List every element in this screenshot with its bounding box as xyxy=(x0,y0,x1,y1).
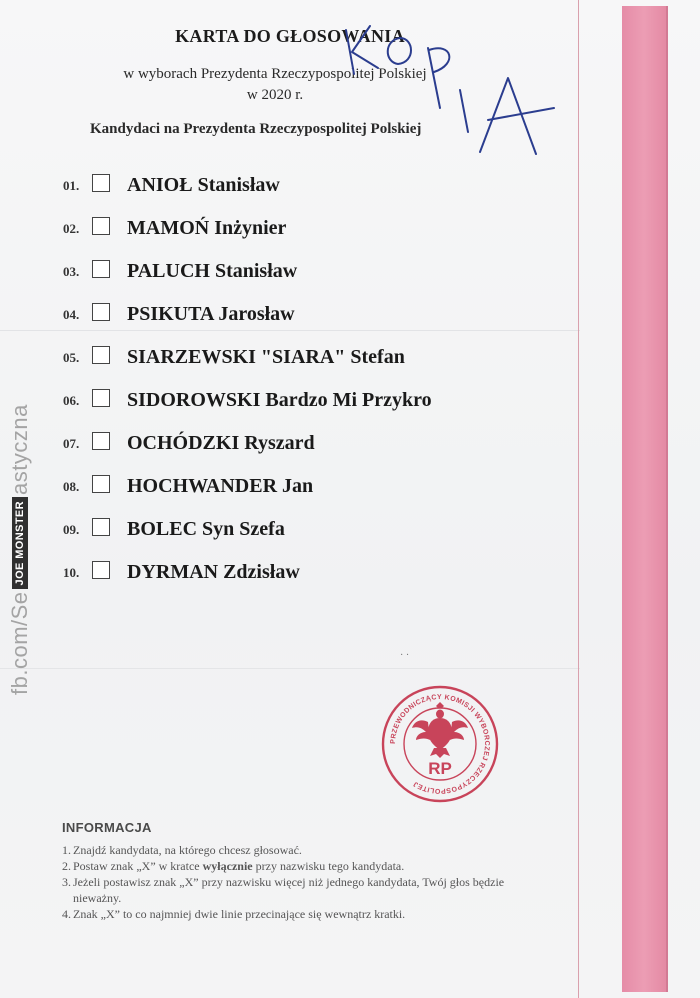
info-item xyxy=(62,874,532,906)
candidate-number: 07. xyxy=(63,435,80,451)
handwritten-kopia-text: KOPIA xyxy=(340,12,344,13)
candidate-given-name: Zdzisław xyxy=(223,561,300,583)
ballot-title: KARTA DO GŁOSOWANIA xyxy=(175,26,405,46)
vote-checkbox[interactable] xyxy=(92,432,110,450)
pink-security-band xyxy=(622,6,666,992)
candidate-given-name: Jan xyxy=(282,475,314,497)
handwritten-kopia-annotation xyxy=(340,12,570,162)
candidate-surname: HOCHWANDER xyxy=(127,475,278,497)
margin-rule xyxy=(578,0,579,998)
vote-checkbox[interactable] xyxy=(92,389,110,407)
info-text-part: przy nazwisku tego kandydata. xyxy=(252,859,405,873)
candidate-row xyxy=(63,207,543,250)
subtitle-line: w 2020 r. xyxy=(246,87,304,103)
candidate-number: 01. xyxy=(63,177,80,193)
candidates-heading: Kandydaci na Prezydenta Rzeczypospolitej Polskiej xyxy=(90,121,422,137)
decorative-dots: · · xyxy=(400,650,410,661)
paper-fold-line xyxy=(0,668,580,669)
candidate-surname: MAMOŃ xyxy=(127,217,210,239)
candidate-list xyxy=(63,164,543,594)
candidate-number: 03. xyxy=(63,263,80,279)
info-list xyxy=(62,842,532,922)
candidate-surname: PSIKUTA xyxy=(127,303,214,325)
vote-checkbox[interactable] xyxy=(92,561,110,579)
info-text-bold: wyłącznie xyxy=(202,859,253,873)
candidate-row xyxy=(63,551,543,594)
info-item xyxy=(62,906,532,922)
official-seal-stamp xyxy=(380,684,500,804)
seal-ring-text: PRZEWODNICZĄCY KOMISJI WYBORCZEJ RZECZYPOSPOLITEJ xyxy=(389,693,491,795)
candidate-given-name: Jarosław xyxy=(218,303,295,325)
candidate-given-name: Ryszard xyxy=(244,432,315,454)
candidate-number: 04. xyxy=(63,306,80,322)
info-text: Znak „X” to co najmniej dwie linie przecinające się wewnątrz kratki. xyxy=(73,907,406,921)
info-heading: INFORMACJA xyxy=(62,820,152,835)
candidate-row xyxy=(63,336,543,379)
info-text: Jeżeli postawisz znak „X” przy nazwisku więcej niż jednego kandydata, Twój głos będzie nieważny. xyxy=(73,875,505,905)
seal-rp-text: RP xyxy=(428,759,452,778)
candidate-row xyxy=(63,164,543,207)
candidate-given-name: Syn Szefa xyxy=(202,518,285,540)
info-number: 1. xyxy=(62,843,71,857)
subtitle-line: w wyborach Prezydenta Rzeczypospolitej Polskiej xyxy=(123,66,427,82)
candidate-number: 06. xyxy=(63,392,80,408)
watermark-prefix: fb.com/Se xyxy=(7,591,32,695)
vote-checkbox[interactable] xyxy=(92,346,110,364)
candidate-row xyxy=(63,250,543,293)
candidate-surname: OCHÓDZKI xyxy=(127,432,240,454)
candidate-name xyxy=(127,475,313,498)
info-number: 4. xyxy=(62,907,71,921)
vote-checkbox[interactable] xyxy=(92,217,110,235)
pink-band-edge xyxy=(666,6,668,992)
candidate-surname: SIDOROWSKI xyxy=(127,389,261,411)
vote-checkbox[interactable] xyxy=(92,518,110,536)
info-text xyxy=(73,858,532,874)
candidate-surname: SIARZEWSKI "SIARA" xyxy=(127,346,346,368)
candidate-row xyxy=(63,465,543,508)
candidate-given-name: Bardzo Mi Przykro xyxy=(265,389,432,411)
info-item xyxy=(62,842,532,858)
info-text-part: Postaw znak „X” w kratce xyxy=(73,859,203,873)
candidate-number: 09. xyxy=(63,521,80,537)
candidate-given-name: Inżynier xyxy=(214,217,287,239)
candidate-row xyxy=(63,379,543,422)
candidate-given-name: Stanisław xyxy=(214,260,298,282)
vote-checkbox[interactable] xyxy=(92,475,110,493)
candidate-surname: BOLEC xyxy=(127,518,198,540)
eagle-emblem-icon xyxy=(412,702,468,758)
watermark xyxy=(8,325,32,695)
candidate-surname: DYRMAN xyxy=(127,561,219,583)
candidate-name xyxy=(127,432,315,455)
candidate-given-name: Stefan xyxy=(350,346,405,368)
candidate-name xyxy=(127,260,297,283)
info-item xyxy=(62,858,532,874)
candidate-number: 02. xyxy=(63,220,80,236)
info-number: 2. xyxy=(62,859,71,873)
candidate-name xyxy=(127,174,280,197)
candidate-number: 08. xyxy=(63,478,80,494)
candidate-name xyxy=(127,217,286,240)
candidate-number: 05. xyxy=(63,349,80,365)
candidate-surname: PALUCH xyxy=(127,260,210,282)
candidate-row xyxy=(63,508,543,551)
candidate-name xyxy=(127,303,295,326)
candidate-name xyxy=(127,518,285,541)
candidate-row xyxy=(63,422,543,465)
candidate-name xyxy=(127,561,300,584)
candidate-row xyxy=(63,293,543,336)
watermark-suffix: astyczna xyxy=(7,404,32,495)
candidate-number: 10. xyxy=(63,564,80,580)
watermark-logo: JOE MONSTER xyxy=(12,497,28,589)
info-number: 3. xyxy=(62,875,71,889)
candidate-name xyxy=(127,389,432,412)
candidate-name xyxy=(127,346,405,369)
vote-checkbox[interactable] xyxy=(92,174,110,192)
info-text: Znajdź kandydata, na którego chcesz głosować. xyxy=(73,843,302,857)
vote-checkbox[interactable] xyxy=(92,260,110,278)
vote-checkbox[interactable] xyxy=(92,303,110,321)
candidate-surname: ANIOŁ xyxy=(127,174,193,196)
candidate-given-name: Stanisław xyxy=(197,174,280,196)
